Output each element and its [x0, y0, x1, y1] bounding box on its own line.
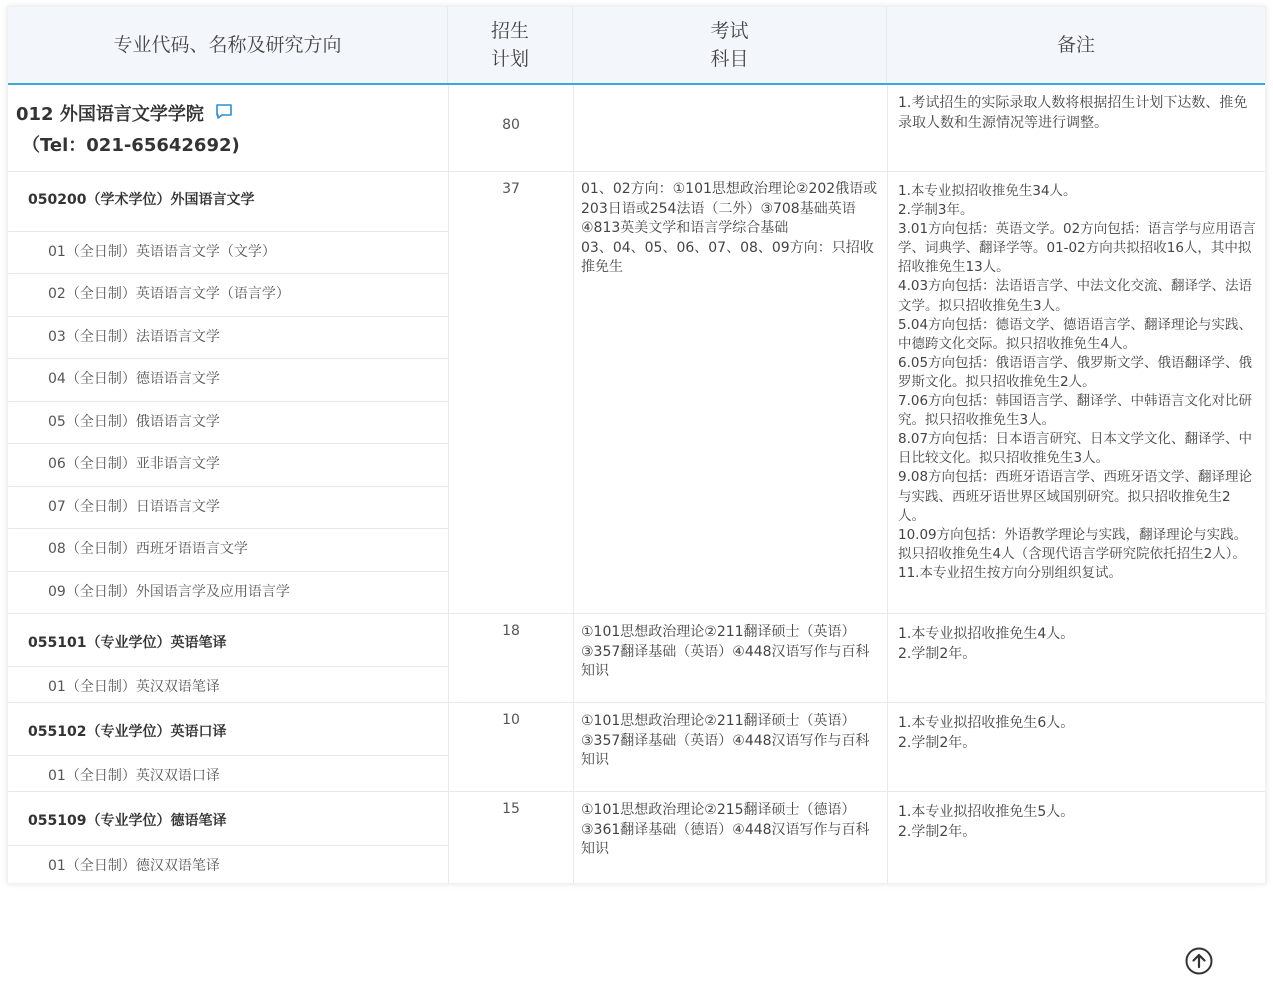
row-divider	[8, 845, 448, 846]
row-divider	[8, 486, 448, 487]
row-divider	[8, 401, 448, 402]
row-divider	[8, 273, 448, 274]
column-divider	[887, 85, 888, 883]
row-divider	[8, 358, 448, 359]
direction-item: 07（全日制）日语语言文学	[48, 499, 220, 515]
row-divider	[8, 231, 448, 232]
row-divider	[8, 755, 448, 756]
row-divider	[8, 702, 1265, 703]
department-note: 1.考试招生的实际录取人数将根据招生计划下达数、推免录取人数和生源情况等进行调整。	[898, 95, 1248, 131]
major-name: 055101（专业学位）英语笔译	[28, 635, 227, 651]
header-major: 专业代码、名称及研究方向	[8, 7, 448, 83]
major-notes: 1.本专业拟招收推免生4人。 2.学制2年。	[898, 626, 1075, 662]
enrollment-table	[7, 6, 1266, 884]
direction-item: 05（全日制）俄语语言文学	[48, 414, 220, 430]
direction-item: 01（全日制）德汉双语笔译	[48, 858, 220, 874]
direction-item: 01（全日制）英汉双语笔译	[48, 679, 220, 695]
major-exam-subjects: 01、02方向：①101思想政治理论②202俄语或203日语或254法语（二外）③708基础英语④813英美文学和语言学综合基础 03、04、05、06、07、08、09方向：只招收推免生	[581, 181, 878, 275]
direction-item: 08（全日制）西班牙语语言文学	[48, 541, 248, 557]
column-divider	[448, 85, 449, 883]
row-divider	[8, 666, 448, 667]
arrow-up-circle-icon[interactable]	[1185, 947, 1213, 975]
major-name: 050200（学术学位）外国语言文学	[28, 192, 255, 208]
row-divider	[8, 316, 448, 317]
major-plan: 10	[502, 712, 520, 728]
department-plan: 80	[502, 117, 520, 133]
direction-item: 02（全日制）英语语言文学（语言学）	[48, 286, 290, 302]
column-divider	[573, 85, 574, 883]
major-plan: 18	[502, 623, 520, 639]
major-exam-subjects: ①101思想政治理论②211翻译硕士（英语）③357翻译基础（英语）④448汉语写作与百科知识	[581, 713, 870, 768]
table-header	[8, 7, 1265, 85]
row-divider	[8, 171, 1265, 172]
row-divider	[8, 443, 448, 444]
row-divider	[8, 571, 448, 572]
department-tel: （Tel：021-65642692)	[22, 135, 240, 156]
major-exam-subjects: ①101思想政治理论②211翻译硕士（英语）③357翻译基础（英语）④448汉语写作与百科知识	[581, 624, 870, 679]
direction-item: 01（全日制）英汉双语口译	[48, 768, 220, 784]
row-divider	[8, 528, 448, 529]
major-exam-subjects: ①101思想政治理论②215翻译硕士（德语）③361翻译基础（德语）④448汉语写作与百科知识	[581, 802, 870, 857]
direction-item: 04（全日制）德语语言文学	[48, 371, 220, 387]
major-name: 055109（专业学位）德语笔译	[28, 813, 227, 829]
major-plan: 37	[502, 181, 520, 197]
direction-item: 03（全日制）法语语言文学	[48, 329, 220, 345]
direction-item: 06（全日制）亚非语言文学	[48, 456, 220, 472]
major-name: 055102（专业学位）英语口译	[28, 724, 227, 740]
row-divider	[8, 613, 1265, 614]
direction-item: 09（全日制）外国语言学及应用语言学	[48, 584, 290, 600]
header-plan: 招生 计划	[448, 7, 573, 83]
chat-icon[interactable]	[215, 103, 233, 121]
header-exam: 考试 科目	[573, 7, 887, 83]
major-notes: 1.本专业拟招收推免生6人。 2.学制2年。	[898, 715, 1075, 751]
major-notes: 1.本专业拟招收推免生5人。 2.学制2年。	[898, 804, 1075, 840]
row-divider	[8, 791, 1265, 792]
department-name: 012 外国语言文学学院	[16, 104, 204, 125]
header-notes: 备注	[1056, 34, 1095, 56]
major-notes: 1.本专业拟招收推免生34人。 2.学制3年。 3.01方向包括：英语文学。02方向包括：语言学与应用语言学、词典学、翻译学等。01-02方向共拟招收16人，其中拟招收推免生13人。 4.03方向包括：法语语言学、中法文化交流、翻译学、法语文学。拟只招收推免生3人。 5.04方向包括：德语文学、德语语言学、翻译理论与实践、中德跨文化交际。拟只招收推免生4人。 6.05方向包括：俄语语言学、俄罗斯文学、俄语翻译学、俄罗斯文化。拟只招收推免生2人。 7.06方向包括：韩国语言学、翻译学、中韩语言文化对比研究。拟只招收推免生3人。 8.07方向包括：日本语言研究、日本文学文化、翻译学、中日比较文化。拟只招收推免生3人。 9.08方向包括：西班牙语语言学、西班牙语文学、翻译理论与实践、西班牙语世界区域国别研究。拟只招收推免生2人。 10.09方向包括：外语教学理论与实践，翻译理论与实践。拟只招收推免生4人（含现代语言学研究院依托招生2人）。 11.本专业招生按方向分别组织复试。	[898, 183, 1256, 581]
major-plan: 15	[502, 801, 520, 817]
direction-item: 01（全日制）英语语言文学（文学）	[48, 244, 276, 260]
